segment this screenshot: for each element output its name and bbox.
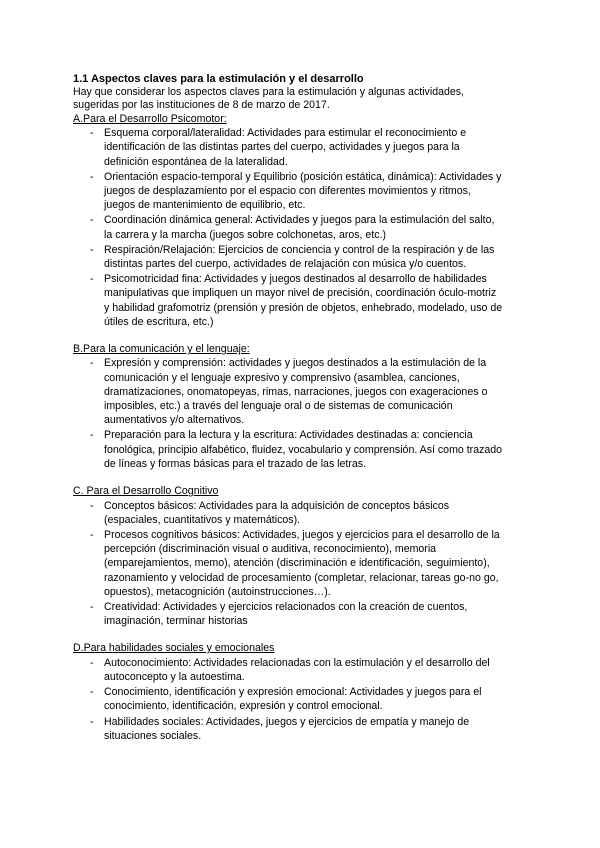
dash-bullet: - <box>90 528 94 541</box>
bullet-list <box>73 126 529 329</box>
item-line: situaciones sociales. <box>104 729 202 742</box>
list-item <box>73 600 529 628</box>
item-line: autoconcepto y la autoestima. <box>104 670 245 683</box>
intro-line: sugeridas por las instituciones de 8 de marzo de 2017. <box>73 99 330 112</box>
dash-bullet: - <box>90 243 94 256</box>
section-heading: C. Para el Desarrollo Cognitivo <box>73 485 219 498</box>
dash-bullet: - <box>90 127 94 140</box>
item-line: manipulativas que impliquen un mayor nivel de precisión, coordinación óculo-motriz <box>104 287 497 300</box>
list-item <box>73 715 529 743</box>
bullet-list <box>73 499 529 629</box>
item-line: Orientación espacio-temporal y Equilibrio (posición estática, dinámica): Actividades y <box>104 170 502 183</box>
list-item <box>73 213 529 241</box>
item-line: opuestos), metacognición (autoinstrucciones…). <box>104 585 331 598</box>
item-line: Conocimiento, identificación y expresión emocional: Actividades y juegos para el <box>104 686 482 699</box>
item-line: identificación de las distintas partes del cuerpo, actividades y juegos para la <box>104 141 460 154</box>
list-item <box>73 126 529 169</box>
item-line: conocimiento, identificación, expresión y control emocional. <box>104 700 383 713</box>
item-line: (espaciales, cuantitativos y matemáticos). <box>104 513 301 526</box>
dash-bullet: - <box>90 170 94 183</box>
dash-bullet: - <box>90 715 94 728</box>
dash-bullet: - <box>90 499 94 512</box>
dash-bullet: - <box>90 429 94 442</box>
item-line: Procesos cognitivos básicos: Actividades, juegos y ejercicios para el desarrollo de la <box>104 528 500 541</box>
item-line: Creatividad: Actividades y ejercicios relacionados con la creación de cuentos, <box>104 600 468 613</box>
item-line: Esquema corporal/lateralidad: Actividades para estimular el reconocimiento e <box>104 127 467 140</box>
item-line: de líneas y formas básicas para el trazado de las letras. <box>104 457 367 470</box>
item-line: la carrera y la marcha (juegos sobre colchonetas, aros, etc.) <box>104 228 387 241</box>
list-item <box>73 170 529 213</box>
section-heading: D.Para habilidades sociales y emocionales <box>73 642 275 655</box>
bullet-list <box>73 656 529 743</box>
intro-line: Hay que considerar los aspectos claves para la estimulación y algunas actividades, <box>73 86 465 98</box>
item-line: percepción (discriminación visual o auditiva, reconocimiento), memoria <box>104 543 437 556</box>
item-line: dramatizaciones, onomatopeyas, rimas, narraciones, juegos con exageraciones o <box>104 385 488 398</box>
item-line: aumentativos y/o alternativos. <box>104 414 245 427</box>
item-line: Expresión y comprensión: actividades y juegos destinados a la estimulación de la <box>104 357 487 370</box>
item-line: Conceptos básicos: Actividades para la adquisición de conceptos básicos <box>104 499 450 512</box>
item-line: razonamiento y velocidad de procesamiento (completar, relacionar, tareas go-no go, <box>104 571 499 584</box>
list-item <box>73 243 529 271</box>
item-line: comunicación y el lenguaje expresivo y comprensivo (asamblea, canciones, <box>104 371 460 384</box>
item-line: juegos de desplazamiento por el espacio con diferentes movimientos y ritmos, <box>104 185 471 198</box>
intro-paragraph <box>73 86 529 113</box>
item-line: Habilidades sociales: Actividades, juegos y ejercicios de empatía y manejo de <box>104 715 470 728</box>
dash-bullet: - <box>90 273 94 286</box>
section-socioemocional <box>73 642 529 743</box>
section-heading: B.Para la comunicación y el lenguaje: <box>73 343 250 356</box>
dash-bullet: - <box>90 656 94 669</box>
section-title: 1.1 Aspectos claves para la estimulación y el desarrollo <box>73 73 364 85</box>
item-line: distintas partes del cuerpo, actividades de relajación con música y/o cuentos. <box>104 258 467 271</box>
list-item <box>73 272 529 329</box>
item-line: (emparejamientos, memo), atención (discriminación e identificación, seguimiento), <box>104 557 490 570</box>
item-line: Psicomotricidad fina: Actividades y juegos destinados al desarrollo de habilidades <box>104 273 487 286</box>
list-item <box>73 528 529 599</box>
item-line: útiles de escritura, etc.) <box>104 315 214 328</box>
item-line: imposibles, etc.) a través del lenguaje oral o de sistemas de comunicación <box>104 400 453 413</box>
section-heading: A.Para el Desarrollo Psicomotor: <box>73 112 227 125</box>
item-line: fonológica, principio alfabético, fluidez, vocabulario y comprensión. Así como trazado <box>104 443 503 456</box>
dash-bullet: - <box>90 600 94 613</box>
item-line: Coordinación dinámica general: Actividades y juegos para la estimulación del salto, <box>104 214 495 227</box>
document-page <box>73 72 529 744</box>
list-item <box>73 428 529 471</box>
section-cognitivo <box>73 485 529 628</box>
dash-bullet: - <box>90 357 94 370</box>
item-line: definición espontánea de la lateralidad. <box>104 155 288 168</box>
section-psicomotor <box>73 113 529 329</box>
list-item <box>73 356 529 427</box>
section-comunicacion <box>73 343 529 471</box>
dash-bullet: - <box>90 214 94 227</box>
item-line: juegos de mantenimiento de equilibrio, etc. <box>104 199 306 212</box>
item-line: Preparación para la lectura y la escritura: Actividades destinadas a: conciencia <box>104 429 473 442</box>
bullet-list <box>73 356 529 471</box>
item-line: imaginación, terminar historias <box>104 615 248 628</box>
list-item <box>73 656 529 684</box>
dash-bullet: - <box>90 686 94 699</box>
list-item <box>73 685 529 713</box>
item-line: y habilidad grafomotriz (prensión y presión de objetos, enhebrado, modelado, uso de <box>104 301 503 314</box>
item-line: Respiración/Relajación: Ejercicios de conciencia y control de la respiración y de las <box>104 243 495 256</box>
item-line: Autoconocimiento: Actividades relacionadas con la estimulación y el desarrollo del <box>104 656 490 669</box>
list-item <box>73 499 529 527</box>
